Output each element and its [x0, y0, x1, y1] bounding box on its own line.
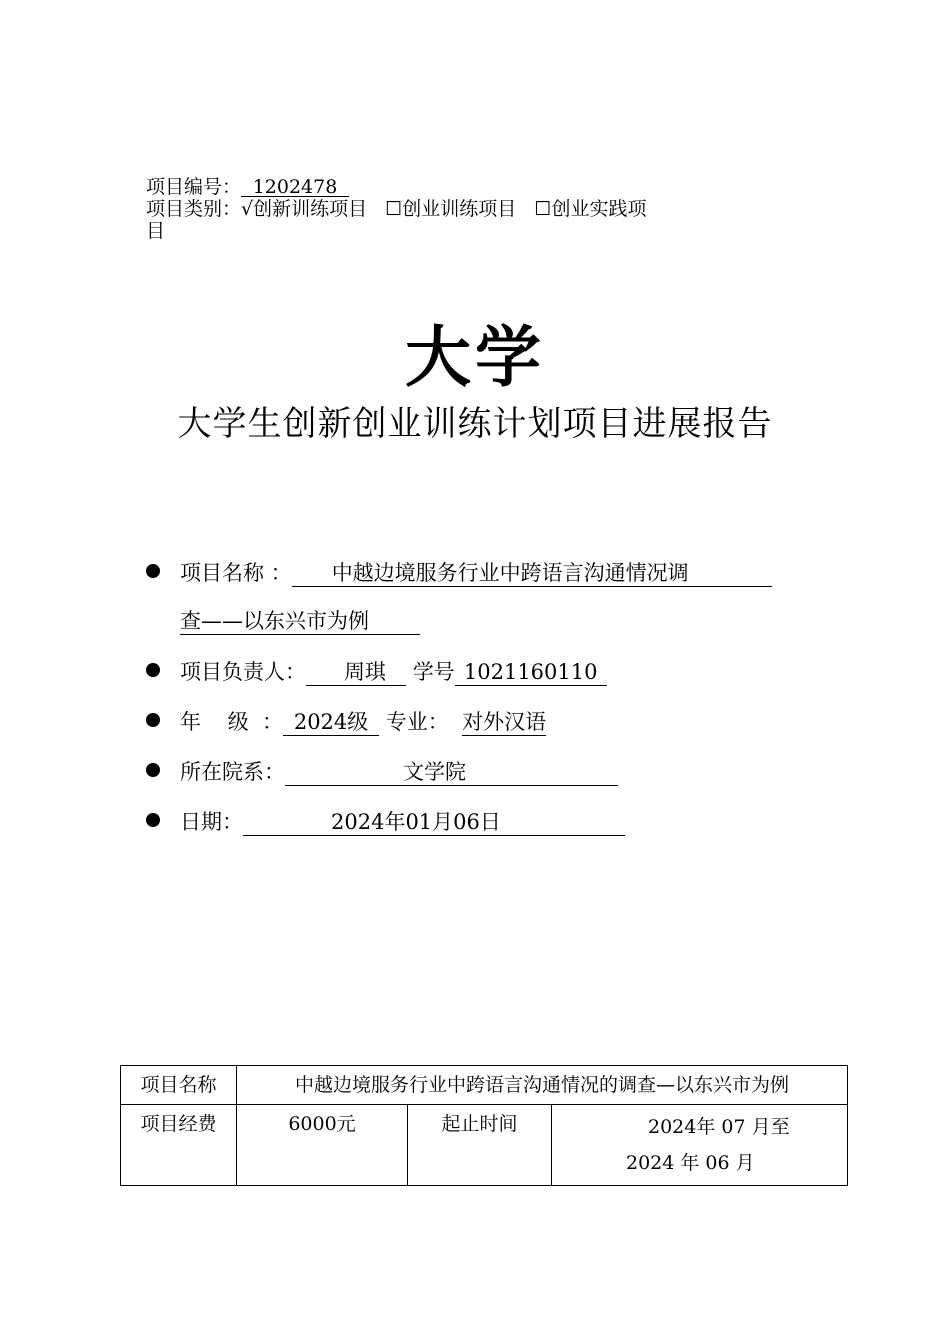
project-category-label: 项目类别：: [146, 198, 242, 220]
table-cell-fund: 6000元: [237, 1105, 408, 1186]
table-cell-label: 项目名称: [121, 1066, 237, 1105]
bullet-icon: [146, 564, 160, 578]
university-title: 大学: [405, 319, 545, 396]
category-innovation-checked: √创新训练项目: [241, 198, 368, 220]
bullet-icon: [146, 763, 160, 777]
grade-label: 年 级 ：: [180, 710, 284, 734]
table-cell-project-name: 中越边境服务行业中跨语言沟通情况的调查—以东兴市为例: [237, 1066, 848, 1105]
field-grade: [146, 707, 546, 737]
table-row: [121, 1066, 848, 1105]
date-value: 2024年01月06日: [243, 809, 625, 836]
field-project-name-cont: [180, 606, 420, 636]
project-category-wrap: 目: [146, 220, 166, 242]
project-number-label: 项目编号：: [146, 176, 242, 198]
leader-label: 项目负责人：: [180, 660, 306, 684]
field-leader: [146, 657, 607, 687]
department-label: 所在院系：: [180, 760, 285, 784]
project-meta: [146, 176, 811, 242]
category-entrepreneurship-practice: ☐创业实践项: [534, 198, 647, 220]
period-start: 2024年 07 月至: [648, 1116, 790, 1138]
grade-value: 2024级: [283, 709, 379, 736]
bullet-icon: [146, 813, 160, 827]
table-cell-label: 项目经费: [121, 1105, 237, 1186]
report-title: 大学生创新创业训练计划项目进展报告: [177, 404, 773, 444]
project-info-table: [120, 1065, 848, 1186]
major-value: 对外汉语: [462, 710, 547, 734]
project-number-value: 1202478: [241, 178, 349, 197]
project-name-label: 项目名称 ：: [180, 561, 292, 585]
project-number-line: [146, 176, 811, 198]
project-name-value-line1: 中越边境服务行业中跨语言沟通情况调: [292, 560, 772, 587]
bullet-icon: [146, 713, 160, 727]
category-entrepreneurship-training: ☐创业训练项目: [385, 198, 517, 220]
period-end: 2024 年 06 月: [626, 1152, 755, 1174]
field-date: [146, 807, 625, 837]
date-label: 日期：: [180, 810, 243, 834]
major-label: 专业：: [385, 710, 449, 734]
department-value: 文学院: [285, 759, 618, 786]
table-row: [121, 1105, 848, 1186]
student-id-label: 学号: [412, 660, 455, 684]
table-cell-period-label: 起止时间: [408, 1105, 552, 1186]
field-project-name: [146, 558, 772, 588]
bullet-icon: [146, 663, 160, 677]
project-category-line: [146, 198, 811, 220]
student-id-value: 1021160110: [455, 659, 607, 686]
table-cell-period-value: [552, 1105, 848, 1186]
field-department: [146, 757, 618, 787]
leader-value: 周琪: [306, 659, 406, 686]
project-name-value-line2: 查——以东兴市为例: [180, 608, 420, 635]
